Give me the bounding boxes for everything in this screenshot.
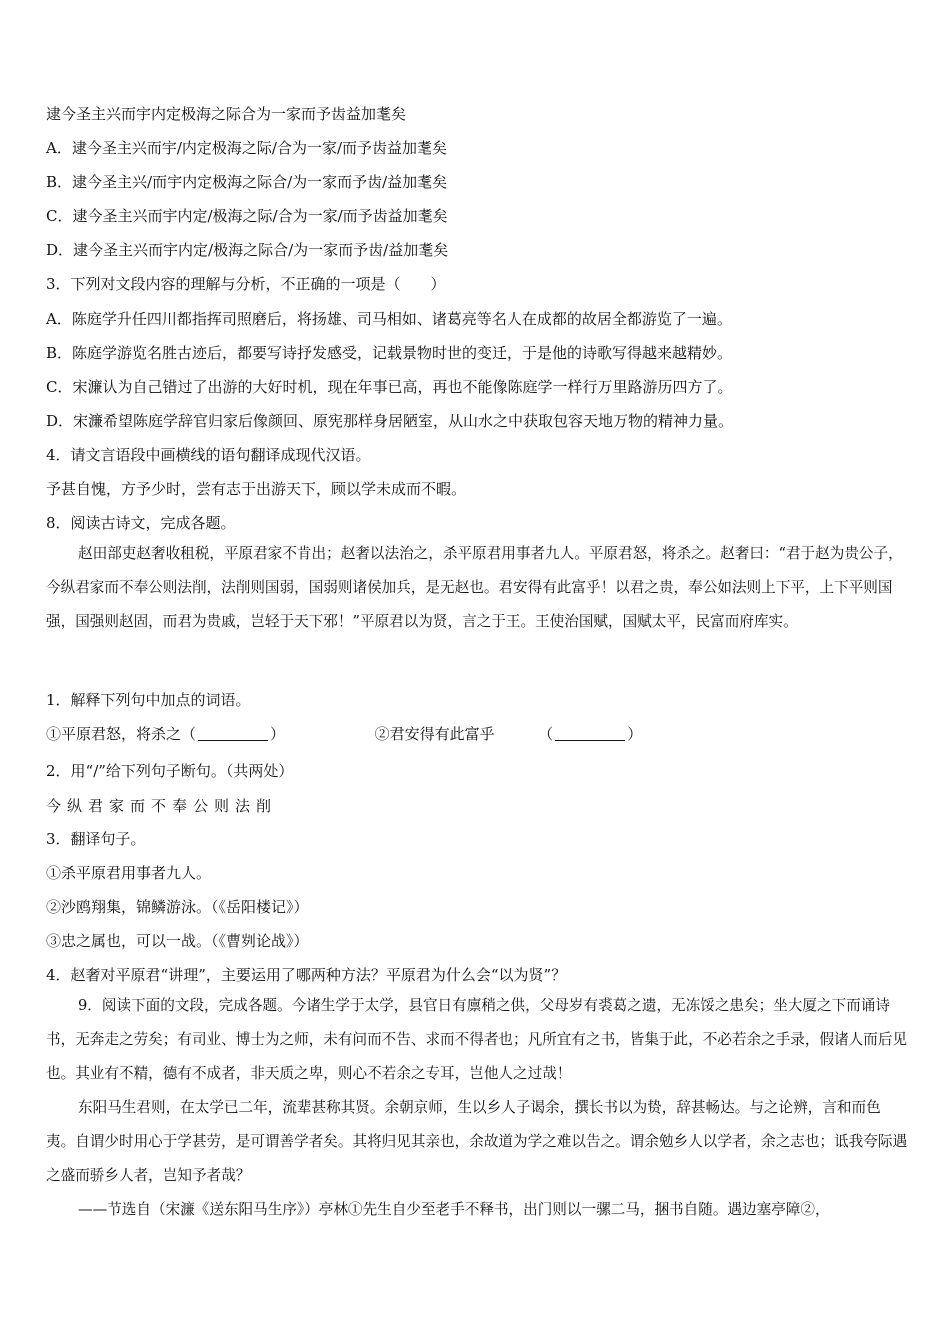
q3-option-d: D．宋濂希望陈庭学辞官归家后像颜回、原宪那样身居陋室，从山水之中获取包容天地万物的精神力量。 (46, 412, 734, 430)
q4-stem: 4．请文言语段中画横线的语句翻译成现代汉语。 (46, 446, 371, 464)
q8-3-stem: 3．翻译句子。 (46, 830, 146, 848)
q8-passage (46, 537, 908, 639)
q8-2-sentence: 今纵君家而不奉公则法削 (46, 797, 278, 815)
q8-4-stem: 4．赵奢对平原君“讲理”，主要运用了哪两种方法？平原君为什么会“以为贤”？ (46, 966, 567, 984)
q3-option-c: C．宋濂认为自己错过了出游的大好时机，现在年事已高，再也不能像陈庭学一样行万里路游历四方了。 (46, 378, 733, 396)
q9-paragraph-1 (46, 989, 908, 1091)
q8-3-item-3: ③忠之属也，可以一战。（《曹刿论战》） (46, 932, 309, 950)
q8-3-item-1: ①杀平原君用事者九人。 (46, 864, 212, 882)
q8-2-stem: 2．用“/”给下列句子断句。（共两处） (46, 762, 294, 780)
q8-passage-text: 赵田部吏赵奢收租税，平原君家不肯出；赵奢以法治之，杀平原君用事者九人。平原君怒，将杀之。赵奢曰：“君于赵为贵公子，今纵君家而不奉公则法削，法削则国弱，国弱则诸侯加兵，是无赵也。君安得有此富乎！以君之贵，奉公如法则上下平，上下平则国强，国强则赵固，而君为贵戚，岂轻于天下邪！”平原君以为贤，言之于王。王使治国赋，国赋太平，民富而府库实。 (46, 545, 903, 630)
q8-1-items (46, 724, 642, 744)
q8-1-item-1: ①平原君怒，将杀之（ (46, 725, 197, 743)
q8-1-stem: 1．解释下列句中加点的词语。 (46, 691, 251, 709)
q8-heading: 8．阅读古诗文，完成各题。 (46, 514, 236, 532)
q8-1-item-2-open: （ (538, 725, 554, 743)
q2-option-c: C．逮今圣主兴而宇内定/极海之际/合为一家/而予齿益加耄矣 (46, 207, 448, 225)
q9-paragraph-1-text: 9．阅读下面的文段，完成各题。今诸生学于太学，县官日有廪稍之供，父母岁有裘葛之遗，无冻馁之患矣；坐大厦之下而诵诗书，无奔走之劳矣；有司业、博士为之师，未有问而不告、求而不得者也；凡所宜有之书，皆集于此，不必若余之手录，假诸人而后见也。其业有不精，德有不成者，非天质之卑，则心不若余之专耳，岂他人之过哉！ (46, 997, 908, 1082)
q3-stem: 3．下列对文段内容的理解与分析，不正确的一项是（ ） (46, 275, 446, 293)
q2-option-b: B．逮今圣主兴/而宇内定极海之际合/为一家而予齿/益加耄矣 (46, 173, 448, 191)
q9-paragraph-3 (46, 1193, 908, 1227)
q2-option-a: A．逮今圣主兴而宇/内定极海之际/合为一家/而予齿益加耄矣 (46, 139, 447, 157)
q9-paragraph-2 (46, 1091, 908, 1193)
q4-sentence: 予甚自愧，方予少时，尝有志于出游天下，顾以学未成而不暇。 (46, 480, 467, 498)
answer-blank-2[interactable] (555, 726, 625, 741)
q3-option-b: B．陈庭学游览名胜古迹后，都要写诗抒发感受，记载景物时世的变迁，于是他的诗歌写得越来越精妙。 (46, 344, 733, 362)
q2-option-d: D．逮今圣主兴而宇内定/极海之际合/为一家而予齿/益加耄矣 (46, 241, 449, 259)
q3-option-a: A．陈庭学升任四川都指挥司照磨后，将扬雄、司马相如、诸葛亮等名人在成都的故居全都游览了一遍。 (46, 310, 732, 328)
q9-paragraph-2-text: 东阳马生君则，在太学已二年，流辈甚称其贤。余朝京师，生以乡人子谒余，撰长书以为贽，辞甚畅达。与之论辨，言和而色夷。自谓少时用心于学甚劳，是可谓善学者矣。其将归见其亲也，余故道为学之难以告之。谓余勉乡人以学者，余之志也；诋我夸际遇之盛而骄乡人者，岂知予者哉？ (46, 1099, 908, 1184)
q2-source-sentence: 逮今圣主兴而宇内定极海之际合为一家而予齿益加耄矣 (46, 105, 407, 123)
q8-3-item-2: ②沙鸥翔集，锦鳞游泳。（《岳阳楼记》） (46, 898, 309, 916)
q8-1-item-2-close: ） (627, 725, 643, 743)
q8-1-item-2: ②君安得有此富乎 (374, 725, 495, 743)
answer-blank-1[interactable] (198, 726, 268, 741)
q8-1-item-1-close: ） (270, 725, 286, 743)
q9-paragraph-3-text: ——节选自（宋濂《送东阳马生序》）亭林①先生自少至老手不释书，出门则以一骡二马，捆书自随。遇边塞亭障②， (78, 1201, 830, 1218)
